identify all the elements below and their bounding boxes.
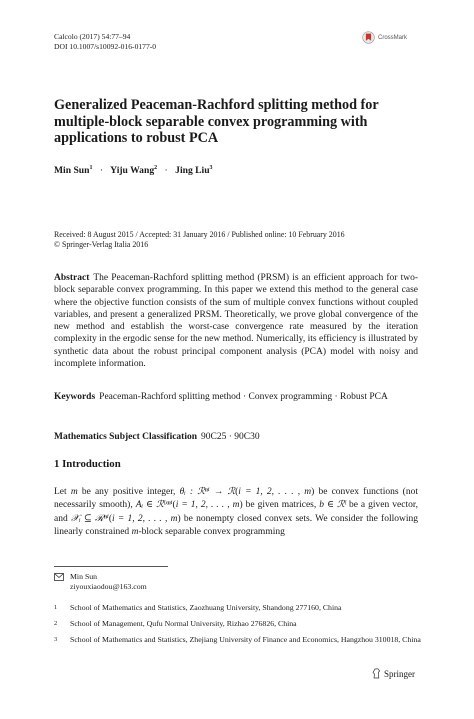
corresponding-author-name: Min Sun <box>70 572 98 581</box>
publication-history: Received: 8 August 2015 / Accepted: 31 January 2016 / Published online: 10 February 2016 <box>54 230 345 239</box>
text-run: ) be nonempty closed convex sets. We consider the following linearly constrained <box>54 513 418 537</box>
corresponding-author <box>54 572 147 593</box>
text-run: be a given vector, and <box>54 500 418 524</box>
math-expression: Aᵢ ∈ ℛˡˣⁿⁱ <box>135 500 173 511</box>
crossmark-badge[interactable] <box>362 31 407 44</box>
article-title: Generalized Peaceman-Rachford splitting method for multiple-block separable convex programming with applications to robust PCA <box>54 97 379 147</box>
section-heading: 1 Introduction <box>54 458 121 470</box>
abstract <box>54 272 418 370</box>
copyright-notice: © Springer-Verlag Italia 2016 <box>54 240 149 250</box>
affiliation-text: School of Mathematics and Statistics, Zhejiang University of Finance and Economics, Hangzhou 310018, China <box>70 635 421 644</box>
email-link[interactable]: ziyouxiaodou@163.com <box>70 582 147 592</box>
publisher-name: Springer <box>384 668 415 679</box>
separator-dot: · <box>99 165 104 177</box>
affiliation <box>54 603 424 613</box>
math-expression: θᵢ : ℛⁿⁱ → ℛ <box>179 487 236 497</box>
text-run: ( <box>108 513 112 524</box>
separator-dot: · <box>164 165 168 177</box>
text-run: ( <box>172 500 176 511</box>
affiliation <box>54 635 424 645</box>
author-name[interactable]: Min Sun <box>54 165 90 177</box>
affiliation-number: 2 <box>54 620 58 627</box>
math-symbol: m <box>131 526 139 537</box>
publisher-logo <box>372 668 415 679</box>
publication-dates <box>54 230 434 251</box>
text-run: be any positive integer, <box>77 487 180 497</box>
math-expression: 𝒳ᵢ ⊆ ℛⁿⁱ <box>70 513 109 524</box>
crossmark-icon <box>362 31 375 44</box>
text-run: Let <box>54 487 71 497</box>
author-name[interactable]: Yiju Wang <box>110 165 155 177</box>
abstract-text: The Peaceman-Rachford splitting method (PRSM) is an efficient approach for two-block separable convex programming. In this paper we extend this method to the general case where the objective function consists of the sum of multiple convex functions without coupled variables, and present a generalized PRSM. Theoretically, we prove global convergence of the new method and establish the worst-case convergence rate measured by the iteration complexity in the ergodic sense for the new method. Numerically, its efficiency is illustrated by synthetic data about the robust principal component analysis (PCA) model with noisy and incomplete information. <box>54 273 418 370</box>
author-affiliation-mark: 1 <box>89 165 93 171</box>
math-expression: i = 1, 2, . . . , m <box>175 500 240 511</box>
keywords-text: Peaceman-Rachford splitting method · Convex programming · Robust PCA <box>99 392 388 402</box>
author-name[interactable]: Jing Liu <box>175 165 210 177</box>
keywords-label: Keywords <box>54 392 96 402</box>
keywords <box>54 391 418 403</box>
affiliation-number: 1 <box>54 604 58 611</box>
msc-codes: 90C25 · 90C30 <box>201 432 260 442</box>
msc-label: Mathematics Subject Classification <box>54 432 198 442</box>
crossmark-label: CrossMark <box>378 34 408 41</box>
affiliation-text: School of Mathematics and Statistics, Zaozhuang University, Shandong 277160, China <box>70 603 342 612</box>
text-run: ) be convex functions (not necessarily smooth), <box>54 487 418 511</box>
text-run: ) be given matrices, <box>239 500 320 511</box>
math-expression: i = 1, 2, . . . , m <box>112 513 178 524</box>
text-run: -block separable convex programming <box>138 526 285 537</box>
subject-classification <box>54 431 260 443</box>
math-symbol: m <box>70 487 78 497</box>
journal-doi[interactable]: DOI 10.1007/s10092-016-0177-0 <box>54 42 157 51</box>
math-expression: b ∈ ℛˡ <box>319 500 346 511</box>
journal-citation: Calcolo (2017) 54:77–94 <box>54 32 131 41</box>
affiliation-number: 3 <box>54 636 58 643</box>
springer-horse-icon <box>372 668 381 679</box>
introduction-paragraph <box>54 486 418 539</box>
envelope-icon <box>54 573 64 581</box>
affiliation <box>54 619 424 629</box>
affiliation-text: School of Management, Qufu Normal University, Rizhao 276826, China <box>70 619 297 628</box>
author-list <box>54 165 213 176</box>
author-affiliation-mark: 3 <box>209 165 213 171</box>
text-run: ( <box>235 487 239 497</box>
math-expression: i = 1, 2, . . . , m <box>238 487 312 497</box>
journal-header <box>54 32 156 52</box>
footnote-divider <box>54 566 168 567</box>
author-affiliation-mark: 2 <box>154 165 158 171</box>
abstract-label: Abstract <box>54 273 90 283</box>
